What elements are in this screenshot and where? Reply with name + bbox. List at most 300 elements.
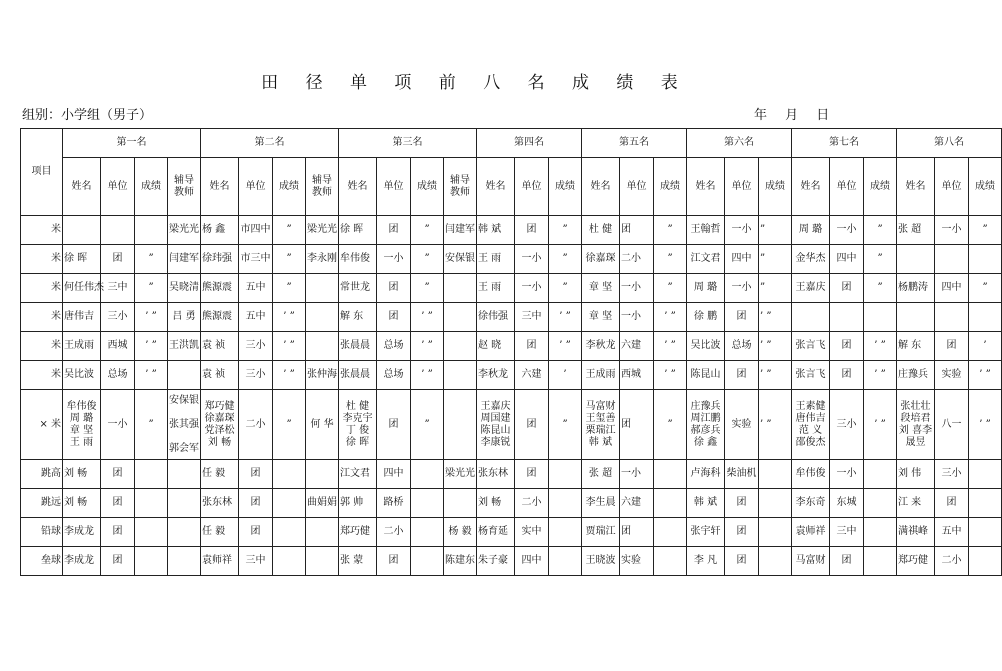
result-cell: 庄豫兵 <box>897 361 935 390</box>
result-cell: 杜 健 <box>582 216 620 245</box>
result-cell <box>792 303 830 332</box>
result-cell <box>273 547 306 576</box>
result-cell: ’ ” <box>273 303 306 332</box>
table-row <box>21 245 1002 274</box>
result-cell <box>444 303 477 332</box>
result-cell: 王晓波 <box>582 547 620 576</box>
score-header: 成绩 <box>135 158 168 216</box>
result-cell <box>969 303 1002 332</box>
result-cell <box>969 460 1002 489</box>
event-cell: 跳高 <box>21 460 63 489</box>
unit-header: 单位 <box>620 158 654 216</box>
result-cell: 何 华 <box>306 390 339 460</box>
result-cell: 章 坚 <box>582 303 620 332</box>
result-cell: 市四中 <box>239 216 273 245</box>
result-cell: 二小 <box>239 390 273 460</box>
result-cell: 团 <box>935 332 969 361</box>
result-cell: ” <box>759 216 792 245</box>
result-cell: 徐 晖 <box>63 245 101 274</box>
result-cell: 牟伟俊 <box>792 460 830 489</box>
result-cell <box>864 518 897 547</box>
result-cell: 团 <box>515 332 549 361</box>
score-header: 成绩 <box>864 158 897 216</box>
result-cell: 江文君 <box>687 245 725 274</box>
unit-header: 单位 <box>515 158 549 216</box>
table-row <box>21 547 1002 576</box>
result-cell: ’ ” <box>273 332 306 361</box>
place-header-2: 第二名 <box>201 129 339 158</box>
result-cell: 一小 <box>935 216 969 245</box>
name-header: 姓名 <box>582 158 620 216</box>
result-cell: 王成雨 <box>63 332 101 361</box>
name-header: 姓名 <box>897 158 935 216</box>
result-cell: 李 凡 <box>687 547 725 576</box>
result-cell: 梁光光 <box>306 216 339 245</box>
result-cell: ” <box>273 390 306 460</box>
score-header: 成绩 <box>969 158 1002 216</box>
result-cell: 刘 畅 <box>63 460 101 489</box>
result-cell: 张言飞 <box>792 361 830 390</box>
result-cell: 团 <box>935 489 969 518</box>
result-cell: 二小 <box>935 547 969 576</box>
result-cell: ’ ” <box>411 303 444 332</box>
unit-header: 单位 <box>101 158 135 216</box>
result-cell <box>273 489 306 518</box>
result-cell <box>864 489 897 518</box>
event-cell: 米 <box>21 245 63 274</box>
result-cell: ” <box>411 274 444 303</box>
result-cell <box>135 216 168 245</box>
result-cell: 团 <box>725 303 759 332</box>
result-cell <box>168 361 201 390</box>
result-cell: 吴比波 <box>63 361 101 390</box>
result-cell: 王成雨 <box>582 361 620 390</box>
result-cell: 张东林 <box>201 489 239 518</box>
result-cell: 四中 <box>515 547 549 576</box>
table-row <box>21 460 1002 489</box>
table-row <box>21 216 1002 245</box>
result-cell: 一小 <box>725 216 759 245</box>
place-header-8: 第八名 <box>897 129 1002 158</box>
result-cell: 马富财 <box>792 547 830 576</box>
result-cell <box>168 460 201 489</box>
result-cell: 江文君 <box>339 460 377 489</box>
event-cell: 米 <box>21 274 63 303</box>
result-cell: 三中 <box>515 303 549 332</box>
result-cell: 张晨晨 <box>339 361 377 390</box>
result-cell: 牟伟俊 周 璐 章 坚 王 雨 <box>63 390 101 460</box>
table-row <box>21 489 1002 518</box>
result-cell: 团 <box>377 303 411 332</box>
result-cell: 团 <box>725 489 759 518</box>
table-row <box>21 303 1002 332</box>
coach-header: 辅导 教师 <box>306 158 339 216</box>
result-cell <box>168 547 201 576</box>
result-cell <box>654 518 687 547</box>
result-cell: 王嘉庆 <box>792 274 830 303</box>
result-cell: ” <box>273 274 306 303</box>
result-cell <box>444 361 477 390</box>
result-cell: 西城 <box>620 361 654 390</box>
result-cell: 团 <box>101 547 135 576</box>
result-cell: 团 <box>620 518 654 547</box>
place-header-4: 第四名 <box>477 129 582 158</box>
result-cell: 徐 晖 <box>339 216 377 245</box>
result-cell: ’ ” <box>654 361 687 390</box>
result-cell: 三小 <box>239 361 273 390</box>
result-cell: ” <box>864 274 897 303</box>
result-cell: 满祺峰 <box>897 518 935 547</box>
result-cell <box>306 460 339 489</box>
result-cell: ” <box>864 245 897 274</box>
result-cell: 团 <box>101 460 135 489</box>
result-cell: 熊源震 <box>201 274 239 303</box>
result-cell: ” <box>759 245 792 274</box>
result-cell: ’ ” <box>759 361 792 390</box>
result-cell: 团 <box>515 216 549 245</box>
result-cell: 八一 <box>935 390 969 460</box>
result-cell: 熊源震 <box>201 303 239 332</box>
result-cell: 张晨晨 <box>339 332 377 361</box>
event-cell: 垒球 <box>21 547 63 576</box>
result-cell <box>411 460 444 489</box>
result-cell: 常世龙 <box>339 274 377 303</box>
place-header-1: 第一名 <box>63 129 201 158</box>
result-cell: 三中 <box>101 274 135 303</box>
result-cell: 总场 <box>377 361 411 390</box>
result-cell: ’ <box>549 361 582 390</box>
result-cell: 一小 <box>377 245 411 274</box>
result-cell: 团 <box>239 489 273 518</box>
result-cell: 团 <box>515 460 549 489</box>
result-cell <box>168 489 201 518</box>
result-cell: 朱子豪 <box>477 547 515 576</box>
date-label: 年 月 日 <box>754 108 830 123</box>
result-cell <box>101 216 135 245</box>
result-cell: 总场 <box>725 332 759 361</box>
result-cell: 杨育延 <box>477 518 515 547</box>
result-cell: 一小 <box>101 390 135 460</box>
result-cell: ” <box>273 216 306 245</box>
result-cell: 团 <box>725 547 759 576</box>
result-cell <box>759 547 792 576</box>
result-cell <box>654 489 687 518</box>
result-cell: 解 东 <box>339 303 377 332</box>
result-cell: ” <box>864 216 897 245</box>
result-cell <box>969 245 1002 274</box>
result-cell: ’ ” <box>135 303 168 332</box>
result-cell <box>273 518 306 547</box>
result-cell <box>444 390 477 460</box>
result-cell <box>168 518 201 547</box>
result-cell: 路桥 <box>377 489 411 518</box>
result-cell <box>969 489 1002 518</box>
result-cell: ’ ” <box>411 332 444 361</box>
result-cell: ” <box>654 274 687 303</box>
result-cell: 徐 鹏 <box>687 303 725 332</box>
result-cell: 吴比波 <box>687 332 725 361</box>
result-cell: 吴晓清 <box>168 274 201 303</box>
score-header: 成绩 <box>759 158 792 216</box>
unit-header: 单位 <box>239 158 273 216</box>
result-cell: 安保银 张其强 郭会军 <box>168 390 201 460</box>
coach-header: 辅导 教师 <box>444 158 477 216</box>
result-cell <box>549 518 582 547</box>
result-cell: 徐玮强 <box>201 245 239 274</box>
result-cell: 闫建军 <box>168 245 201 274</box>
name-header: 姓名 <box>687 158 725 216</box>
place-header-6: 第六名 <box>687 129 792 158</box>
place-header-3: 第三名 <box>339 129 477 158</box>
result-cell: 总场 <box>101 361 135 390</box>
result-cell: 李永刚 <box>306 245 339 274</box>
result-cell <box>549 460 582 489</box>
result-cell: 五中 <box>935 518 969 547</box>
result-cell: 赵 晓 <box>477 332 515 361</box>
result-cell: ’ ” <box>864 390 897 460</box>
result-cell: ” <box>411 245 444 274</box>
result-cell: 六建 <box>620 332 654 361</box>
result-cell: 梁光光 <box>168 216 201 245</box>
result-cell <box>759 518 792 547</box>
result-cell: 郭 帅 <box>339 489 377 518</box>
event-cell: 铅球 <box>21 518 63 547</box>
result-cell: 西城 <box>101 332 135 361</box>
result-cell: ” <box>654 216 687 245</box>
result-cell: 二小 <box>515 489 549 518</box>
result-cell: ” <box>411 216 444 245</box>
event-cell: × 米 <box>21 390 63 460</box>
result-cell: 王洪凯 <box>168 332 201 361</box>
result-cell: 团 <box>725 361 759 390</box>
result-cell: ’ ” <box>759 390 792 460</box>
result-cell: 马富财 王玺善 栗瑞江 韩 斌 <box>582 390 620 460</box>
result-cell: 韩 斌 <box>687 489 725 518</box>
result-cell: ” <box>273 245 306 274</box>
result-cell <box>549 547 582 576</box>
result-cell: 四中 <box>725 245 759 274</box>
score-header: 成绩 <box>273 158 306 216</box>
result-cell: 闫建军 <box>444 216 477 245</box>
result-cell <box>306 547 339 576</box>
result-cell: 柴油机 <box>725 460 759 489</box>
page-title: 田 径 单 项 前 八 名 成 绩 表 <box>261 73 689 93</box>
result-cell: ” <box>549 390 582 460</box>
result-cell <box>935 303 969 332</box>
result-cell: 陈建东 <box>444 547 477 576</box>
result-cell: 张宇轩 <box>687 518 725 547</box>
result-cell: 三小 <box>101 303 135 332</box>
place-header-5: 第五名 <box>582 129 687 158</box>
result-cell: 李秋龙 <box>582 332 620 361</box>
result-cell: ’ ” <box>969 390 1002 460</box>
result-cell: ’ ” <box>654 303 687 332</box>
result-cell: 王嘉庆 周国建 陈昆山 李康锐 <box>477 390 515 460</box>
score-header: 成绩 <box>411 158 444 216</box>
result-cell <box>411 489 444 518</box>
event-cell: 米 <box>21 303 63 332</box>
result-cell <box>411 518 444 547</box>
result-cell: 梁光光 <box>444 460 477 489</box>
result-cell: 徐嘉琛 <box>582 245 620 274</box>
result-cell: 郑巧健 <box>897 547 935 576</box>
result-cell: 三小 <box>935 460 969 489</box>
result-cell: 刘 畅 <box>477 489 515 518</box>
result-cell: ” <box>654 390 687 460</box>
result-cell <box>864 303 897 332</box>
result-cell <box>63 216 101 245</box>
result-cell: 一小 <box>515 245 549 274</box>
result-cell: 团 <box>620 216 654 245</box>
event-cell: 米 <box>21 216 63 245</box>
table-row <box>21 332 1002 361</box>
result-cell: 团 <box>239 460 273 489</box>
result-cell: 一小 <box>830 216 864 245</box>
result-cell: 杨 鑫 <box>201 216 239 245</box>
result-cell <box>549 489 582 518</box>
result-cell: 总场 <box>377 332 411 361</box>
result-cell: 一小 <box>830 460 864 489</box>
result-cell <box>135 518 168 547</box>
result-cell: 章 坚 <box>582 274 620 303</box>
result-cell: 三小 <box>239 332 273 361</box>
result-cell: 六建 <box>620 489 654 518</box>
result-cell: 金华杰 <box>792 245 830 274</box>
unit-header: 单位 <box>377 158 411 216</box>
unit-header: 单位 <box>725 158 759 216</box>
result-cell: 二小 <box>620 245 654 274</box>
result-cell <box>444 332 477 361</box>
result-cell: ” <box>969 216 1002 245</box>
result-cell: 杨 毅 <box>444 518 477 547</box>
result-cell: 袁 祯 <box>201 361 239 390</box>
result-cell <box>135 460 168 489</box>
result-cell: 郑巧健 徐嘉琛 党泽松 刘 畅 <box>201 390 239 460</box>
result-cell: 团 <box>239 518 273 547</box>
result-cell: 团 <box>377 216 411 245</box>
result-cell: 四中 <box>830 245 864 274</box>
result-cell <box>444 274 477 303</box>
result-cell <box>969 547 1002 576</box>
result-cell: 王翰哲 <box>687 216 725 245</box>
result-cell: 韩 斌 <box>477 216 515 245</box>
result-cell: 张壮壮 段培君 刘 喜李 晟昱 <box>897 390 935 460</box>
result-cell: ’ ” <box>759 332 792 361</box>
result-cell: 团 <box>620 390 654 460</box>
result-cell: ” <box>135 390 168 460</box>
result-cell: 张东林 <box>477 460 515 489</box>
result-cell: 王 雨 <box>477 274 515 303</box>
result-cell: ” <box>759 274 792 303</box>
result-cell: 团 <box>101 518 135 547</box>
event-cell: 米 <box>21 361 63 390</box>
result-cell: 杜 健 李克宇 丁 俊 徐 晖 <box>339 390 377 460</box>
result-cell: 李东奇 <box>792 489 830 518</box>
result-cell: 四中 <box>377 460 411 489</box>
result-cell: 五中 <box>239 303 273 332</box>
name-header: 姓名 <box>477 158 515 216</box>
result-cell: 曲娟娟 <box>306 489 339 518</box>
result-cell: 一小 <box>620 460 654 489</box>
result-cell: 何任伟杰 <box>63 274 101 303</box>
result-cell: 团 <box>101 489 135 518</box>
result-cell: 解 东 <box>897 332 935 361</box>
result-cell <box>969 518 1002 547</box>
score-header: 成绩 <box>654 158 687 216</box>
result-cell <box>306 303 339 332</box>
result-cell: 团 <box>830 361 864 390</box>
result-cell <box>135 489 168 518</box>
event-cell: 跳远 <box>21 489 63 518</box>
result-cell <box>411 547 444 576</box>
result-cell <box>654 547 687 576</box>
result-cell: 任 毅 <box>201 518 239 547</box>
result-cell: ” <box>549 274 582 303</box>
result-cell: 团 <box>377 274 411 303</box>
result-cell: 实验 <box>935 361 969 390</box>
result-cell: ’ ” <box>654 332 687 361</box>
result-cell: 牟伟俊 <box>339 245 377 274</box>
result-cell <box>273 460 306 489</box>
name-header: 姓名 <box>792 158 830 216</box>
result-cell: ’ ” <box>864 361 897 390</box>
result-cell: ” <box>549 216 582 245</box>
result-cell: 一小 <box>620 303 654 332</box>
result-cell: 团 <box>830 547 864 576</box>
result-cell: 团 <box>377 390 411 460</box>
result-cell <box>135 547 168 576</box>
result-cell: ’ ” <box>411 361 444 390</box>
result-cell: ” <box>135 245 168 274</box>
result-cell: 李成龙 <box>63 547 101 576</box>
place-header-7: 第七名 <box>792 129 897 158</box>
result-cell <box>864 547 897 576</box>
result-cell: 刘 伟 <box>897 460 935 489</box>
result-cell: 六建 <box>515 361 549 390</box>
result-cell: ’ ” <box>549 332 582 361</box>
result-cell: 团 <box>101 245 135 274</box>
result-cell: 一小 <box>515 274 549 303</box>
result-cell: 四中 <box>935 274 969 303</box>
result-cell: 一小 <box>725 274 759 303</box>
result-cell: 张 超 <box>582 460 620 489</box>
result-cell: ’ ” <box>273 361 306 390</box>
result-cell: 张 超 <box>897 216 935 245</box>
result-cell: 一小 <box>620 274 654 303</box>
event-cell: 米 <box>21 332 63 361</box>
result-cell: 实验 <box>725 390 759 460</box>
result-cell: 张仲海 <box>306 361 339 390</box>
result-cell: 周 璐 <box>687 274 725 303</box>
table-row <box>21 274 1002 303</box>
coach-header: 辅导 教师 <box>168 158 201 216</box>
result-cell: ” <box>549 245 582 274</box>
result-cell: 实验 <box>620 547 654 576</box>
result-cell <box>897 245 935 274</box>
result-cell: ’ <box>969 332 1002 361</box>
result-cell: ” <box>411 390 444 460</box>
name-header: 姓名 <box>201 158 239 216</box>
result-cell: 三中 <box>830 518 864 547</box>
result-cell: ’ ” <box>549 303 582 332</box>
result-cell: 张言飞 <box>792 332 830 361</box>
result-cell: ’ ” <box>864 332 897 361</box>
result-cell: 卢海科 <box>687 460 725 489</box>
result-cell <box>759 489 792 518</box>
result-cell: ’ ” <box>969 361 1002 390</box>
unit-header: 单位 <box>830 158 864 216</box>
result-cell: 团 <box>377 547 411 576</box>
